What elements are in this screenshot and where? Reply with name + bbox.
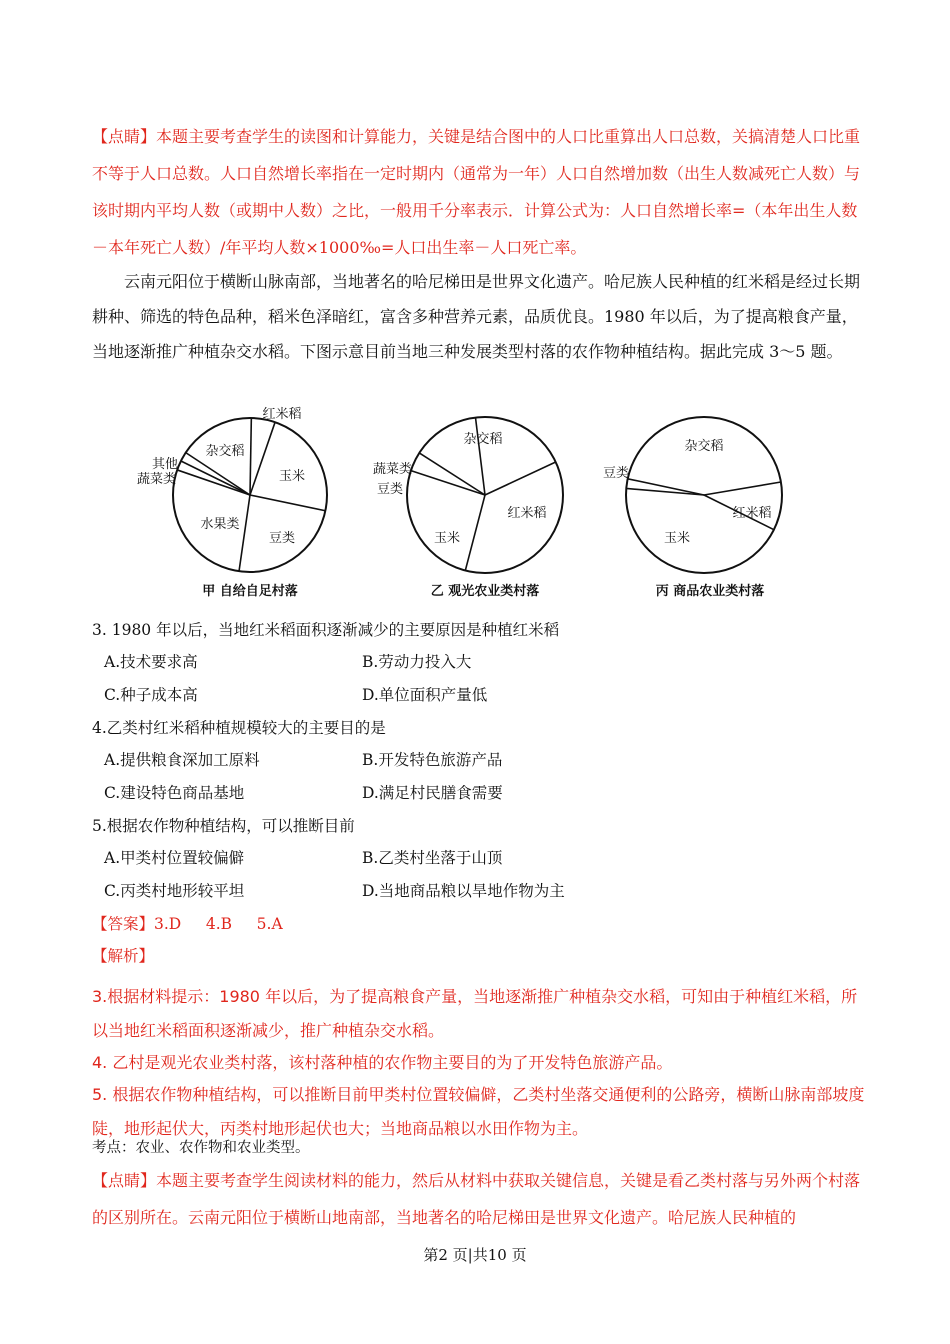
- pie-slice-label: 红米稻: [507, 506, 547, 521]
- pie-slice-label: 红米稻: [732, 506, 772, 521]
- pie-slice-label: 玉米: [278, 469, 306, 484]
- question-5-stem: 5.根据农作物种植结构，可以推断目前: [92, 817, 355, 835]
- pie-slice-label: 豆类: [268, 531, 296, 546]
- q4-option-a: A.提供粮食深加工原料: [104, 751, 260, 769]
- pie-chart-yi: [373, 417, 563, 599]
- q3-option-d: D.单位面积产量低: [362, 686, 488, 704]
- intro-note: [92, 118, 872, 266]
- outro-note-text: 本题主要考查学生阅读材料的能力，然后从材料中获取关键信息，关键是看乙类村落与另外两个村落的区别所在。云南元阳位于横断山地南部，当地著名的哈尼梯田是世界文化遗产。哈尼族人民种植的: [92, 1171, 861, 1227]
- pie-slice-label: 水果类: [200, 517, 240, 532]
- analysis-3: 3.根据材料提示：1980 年以后，为了提高粮食产量，当地逐渐推广种植杂交水稻，可知由于种植红米稻，所以当地红米稻面积逐渐减少，推广种植杂交水稻。: [92, 987, 858, 1040]
- pie-slice-label: 豆类: [602, 466, 629, 481]
- kaodian: 考点：农业、农作物和农业类型。: [92, 1140, 310, 1156]
- answer-tag: 【答案】: [92, 915, 155, 933]
- q4-option-c: C.建设特色商品基地: [104, 784, 245, 802]
- pie-slice-label: 蔬菜类: [136, 472, 176, 487]
- pie-chart-caption: 乙 观光农业类村落: [430, 584, 540, 599]
- analysis-tag: 【解析】: [92, 947, 155, 965]
- q5-option-b: B.乙类村坐落于山顶: [362, 849, 503, 867]
- analysis-4: 4. 乙村是观光农业类村落，该村落种植的农作物主要目的为了开发特色旅游产品。: [92, 1053, 673, 1072]
- pie-chart-caption: 丙 商品农业类村落: [655, 584, 765, 599]
- pie-chart-jia: [137, 406, 327, 599]
- outro-note: [92, 1162, 872, 1236]
- question-4-stem: 4.乙类村红米稻种植规模较大的主要目的是: [92, 719, 386, 737]
- pie-slice-label: 豆类: [376, 482, 403, 497]
- q4-option-b: B.开发特色旅游产品: [362, 751, 503, 769]
- q5-option-c: C.丙类村地形较平坦: [104, 882, 245, 900]
- pie-slice-label: 杂交稻: [205, 444, 245, 459]
- pie-slice-label: 其他: [151, 457, 178, 472]
- pie-slice-label: 杂交稻: [684, 439, 724, 454]
- question-3-stem: 3. 1980 年以后，当地红米稻面积逐渐减少的主要原因是种植红米稻: [92, 621, 560, 639]
- pie-slice-label: 玉米: [663, 531, 691, 546]
- intro-note-text: 本题主要考查学生的读图和计算能力，关键是结合图中的人口比重算出人口总数，关搞清楚人口比重不等于人口总数。人口自然增长率指在一定时期内（通常为一年）人口自然增加数（出生人数减死亡人数）与该时期内平均人数（或期中人数）之比，一般用千分率表示．计算公式为：人口自然增长率=（本年出生人数－本年死亡人数）/年平均人数×1000‰=人口出生率－人口死亡率。: [92, 127, 861, 257]
- q3-option-c: C.种子成本高: [104, 686, 198, 704]
- analysis-5: 5. 根据农作物种植结构，可以推断目前甲类村位置较偏僻，乙类村坐落交通便利的公路旁，横断山脉南部坡度陡，地形起伏大，丙类村地形起伏也大；当地商品粮以水田作物为主。: [92, 1085, 865, 1138]
- q5-option-d: D.当地商品粮以旱地作物为主: [362, 882, 565, 900]
- intro-note-tag: 【点睛】: [92, 127, 157, 146]
- q3-option-b: B.劳动力投入大: [362, 653, 472, 671]
- q5-option-a: A.甲类村位置较偏僻: [104, 849, 245, 867]
- answer-line: [92, 914, 283, 934]
- q4-option-d: D.满足村民膳食需要: [362, 784, 503, 802]
- pie-chart-figure: [120, 395, 820, 610]
- answer-text: 3.D 4.B 5.A: [154, 915, 283, 933]
- pie-slice-label: 红米稻: [262, 407, 302, 422]
- pie-charts-svg: [120, 395, 820, 610]
- page-footer: 第2 页|共10 页: [423, 1246, 527, 1264]
- pie-slice-label: 蔬菜类: [372, 462, 412, 477]
- outro-note-tag: 【点睛】: [92, 1171, 157, 1190]
- passage: 云南元阳位于横断山脉南部，当地著名的哈尼梯田是世界文化遗产。哈尼族人民种植的红米稻是经过长期耕种、筛选的特色品种，稻米色泽暗红，富含多种营养元素，品质优良。1980 年以后，为了提高粮食产量，当地逐渐推广种植杂交水稻。下图示意目前当地三种发展类型村落的农作物种植结构。据此完成 3～5 题。: [92, 272, 861, 361]
- pie-chart-bing: [603, 417, 782, 599]
- pie-slice-label: 玉米: [433, 531, 461, 546]
- pie-slice-label: 杂交稻: [463, 432, 503, 447]
- q3-option-a: A.技术要求高: [104, 653, 198, 671]
- pie-chart-caption: 甲 自给自足村落: [202, 584, 298, 599]
